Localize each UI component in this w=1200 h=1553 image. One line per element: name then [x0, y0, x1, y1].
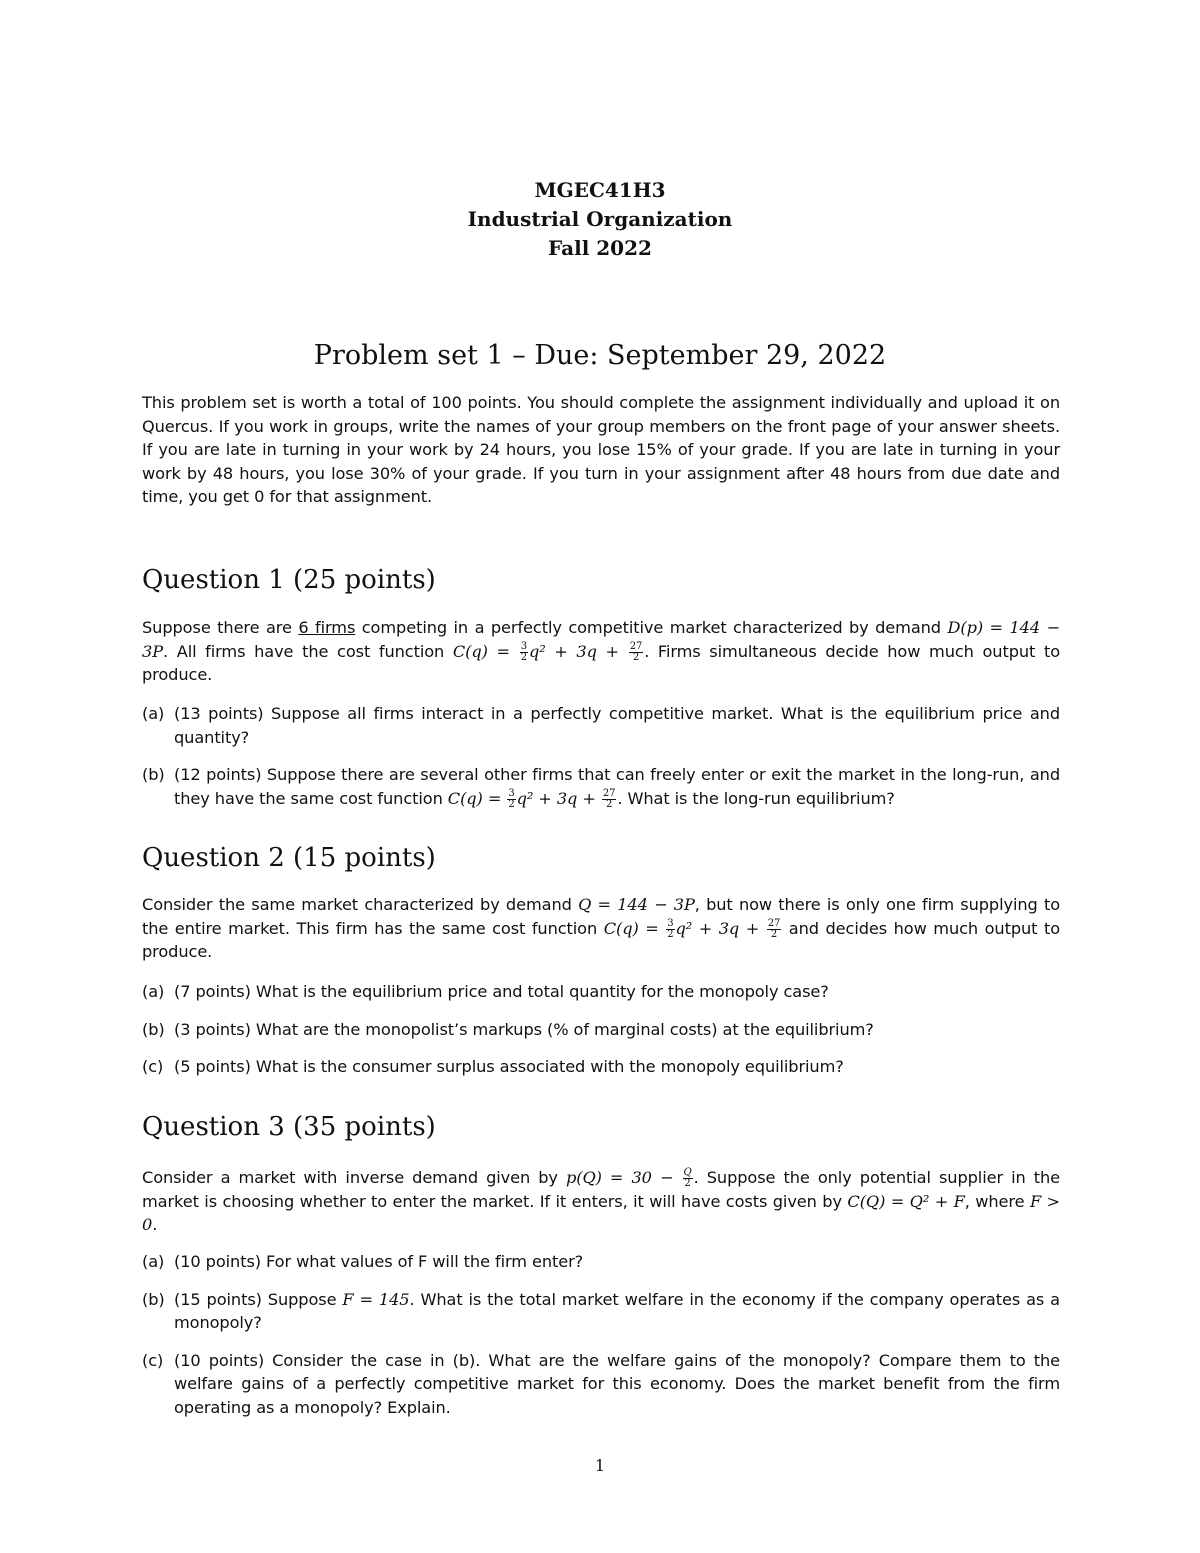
q2-cost-pre: C(q) =	[603, 918, 666, 938]
item-label: (b)	[142, 1019, 165, 1039]
q3-inv-demand: p(Q) = 30 −	[565, 1168, 682, 1187]
fraction: $\frac{27}{2}$	[602, 787, 616, 810]
q3-item-a	[142, 1250, 1060, 1274]
q3-cost-eq: C(Q) = Q² + F	[847, 1191, 965, 1211]
q3-item-b	[142, 1288, 1060, 1335]
q2-demand-eq: Q = 144 − 3P	[578, 895, 695, 914]
item-label: (a)	[142, 704, 165, 723]
item-label: (b)	[142, 765, 165, 785]
q2-item-b	[142, 1018, 1060, 1042]
item-label: (c)	[142, 1350, 164, 1370]
q1-six-firms: 6 firms	[298, 618, 356, 637]
item-label: (a)	[142, 982, 165, 1001]
item-label: (b)	[142, 1289, 165, 1309]
q3-intro-part: .	[152, 1215, 158, 1235]
item-text: (5 points) What is the consumer surplus associated with the monopoly equilibrium?	[174, 1057, 844, 1077]
q1-cost-pre: C(q) =	[452, 641, 519, 661]
q3b-f-value: F = 145	[342, 1289, 410, 1309]
q3-intro-part: , where	[964, 1191, 1030, 1211]
q3-intro-part: Consider a market with inverse demand given by	[142, 1168, 566, 1187]
item-text: . What is the long-run equilibrium?	[617, 788, 895, 808]
q1-item-a	[142, 702, 1060, 749]
q1b-cost-q2: q² + 3q +	[516, 788, 601, 808]
fraction: $\frac{27}{2}$	[629, 640, 643, 663]
item-label: (a)	[142, 1252, 165, 1271]
item-text: (15 points) Suppose	[174, 1289, 343, 1309]
q1-intro-part: . Firms simultaneous decide how much output to produce.	[142, 641, 1061, 685]
course-code: MGEC41H3	[534, 178, 666, 202]
fraction: $\frac{3}{2}$	[508, 787, 515, 810]
q3-f-positive: F > 0	[142, 1191, 1060, 1235]
item-text: (12 points) Suppose there are several other firms that can freely enter or exit the market in the long-run, and they have the same cost function	[174, 765, 1060, 808]
fraction: $\frac{27}{2}$	[767, 917, 781, 940]
item-text: (3 points) What are the monopolist’s markups (% of marginal costs) at the equilibrium?	[174, 1019, 874, 1039]
q3-intro-part: . Suppose the only potential supplier in the market is choosing whether to enter the market. If it enters, it will have costs given by	[142, 1168, 1060, 1211]
q3-item-c	[142, 1349, 1060, 1420]
q2-intro-part: , but now there is only one firm supplying to the entire market. This firm has the same cost function	[142, 895, 1061, 938]
item-text: (10 points) Consider the case in (b). What are the welfare gains of the monopoly? Compare them to the welfare gains of a perfectly competitive market for this economy. Does the market benefit from the firm operating as a monopoly? Explain.	[174, 1350, 1060, 1417]
question-3-intro	[142, 1166, 1060, 1237]
item-text: (13 points) Suppose all firms interact in a perfectly competitive market. What is the equilibrium price and quantity?	[174, 704, 1060, 747]
q1-item-b	[142, 763, 1060, 810]
question-1-heading: Question 1 (25 points)	[142, 565, 436, 595]
q2-item-c	[142, 1055, 1060, 1079]
q1-intro-part: . All firms have the cost function	[163, 641, 453, 661]
course-name: Industrial Organization	[467, 207, 733, 231]
question-1-intro	[142, 616, 1060, 687]
question-3-items	[142, 1250, 1060, 1434]
fraction: $\frac{3}{2}$	[520, 640, 527, 663]
q1-intro-part: Suppose there are	[142, 618, 299, 637]
q2-cost-q2: q² + 3q +	[675, 918, 766, 938]
question-1-items	[142, 702, 1060, 824]
page-number: 1	[594, 1456, 606, 1475]
item-text: . What is the total market welfare in the economy if the company operates as a monopoly?	[174, 1289, 1060, 1333]
q1b-cost-pre: C(q) =	[447, 788, 507, 808]
q2-item-a	[142, 980, 1060, 1004]
problem-set-title: Problem set 1 – Due: September 29, 2022	[313, 340, 887, 371]
intro-paragraph: This problem set is worth a total of 100 points. You should complete the assignment individually and upload it on Quercus. If you work in groups, write the names of your group members on the front page of your answer sheets. If you are late in turning in your work by 24 hours, you lose 15% of your grade. If you are late in turning in your work by 48 hours, you lose 30% of your grade. If you turn in your assignment after 48 hours from due date and time, you get 0 for that assignment.	[142, 393, 1060, 507]
question-2-items	[142, 980, 1060, 1093]
item-text: (10 points) For what values of F will the firm enter?	[174, 1252, 584, 1271]
question-3-heading: Question 3 (35 points)	[142, 1112, 436, 1142]
fraction: $\frac{3}{2}$	[667, 917, 674, 940]
q2-intro-part: and decides how much output to produce.	[142, 918, 1060, 962]
q2-intro-part: Consider the same market characterized by demand	[142, 895, 579, 914]
question-2-intro	[142, 893, 1060, 964]
q1-demand-eq: D(p) = 144 − 3P	[142, 618, 1061, 661]
question-2-heading: Question 2 (15 points)	[142, 843, 436, 873]
q1-intro-part: competing in a perfectly competitive market characterized by demand	[355, 618, 948, 637]
item-text: (7 points) What is the equilibrium price and total quantity for the monopoly case?	[174, 982, 829, 1001]
item-label: (c)	[142, 1057, 164, 1077]
fraction: $\frac{Q}{2}$	[683, 1167, 692, 1189]
q1-cost-q2: q² + 3q +	[528, 641, 628, 661]
course-term: Fall 2022	[548, 236, 652, 260]
